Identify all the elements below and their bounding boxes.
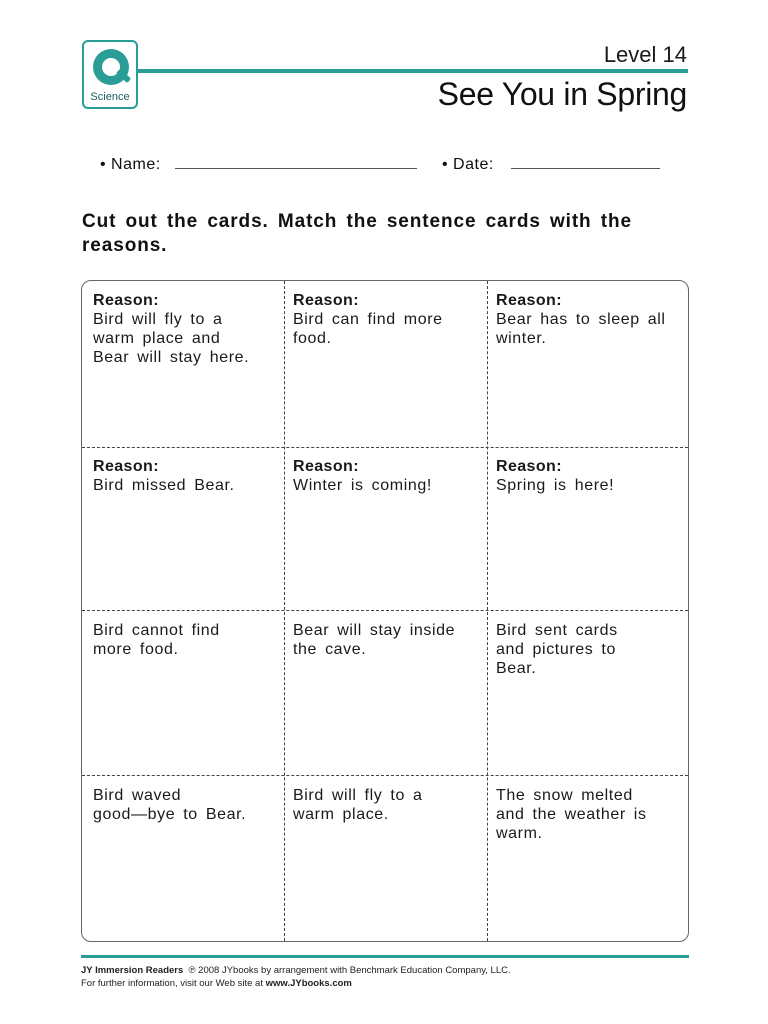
page-title: See You in Spring <box>437 76 687 112</box>
header-rule <box>138 69 688 73</box>
name-field[interactable] <box>175 168 417 169</box>
cut-line-vertical <box>487 281 488 941</box>
reason-card[interactable]: Reason: Bird can find more food. <box>293 292 443 347</box>
footer-info: For further information, visit our Web site at <box>81 978 266 989</box>
sentence-card[interactable]: The snow melted and the weather is warm. <box>496 787 647 842</box>
footer-rule <box>81 955 689 958</box>
date-field[interactable] <box>511 168 660 169</box>
footer-brand: JY Immersion Readers <box>81 965 184 976</box>
instructions: Cut out the cards. Match the sentence cards with the reasons. <box>82 211 632 256</box>
date-label: • Date: <box>442 156 494 173</box>
sentence-card[interactable]: Bird will fly to a warm place. <box>293 787 423 823</box>
level-label: Level 14 <box>603 42 687 67</box>
sentence-card[interactable]: Bird sent cards and pictures to Bear. <box>496 622 618 677</box>
cut-line-horizontal <box>82 447 688 448</box>
cut-line-vertical <box>284 281 285 941</box>
card-grid <box>81 280 689 942</box>
footer <box>81 964 511 990</box>
footer-copyright: ℗ 2008 JYbooks by arrangement with Benchmark Education Company, LLC. <box>188 965 511 976</box>
magnifier-q-icon <box>93 49 129 85</box>
reason-card[interactable]: Reason: Spring is here! <box>496 458 615 494</box>
name-label: • Name: <box>100 156 161 173</box>
science-logo <box>82 40 138 109</box>
cut-line-horizontal <box>82 775 688 776</box>
reason-card[interactable]: Reason: Bear has to sleep all winter. <box>496 292 666 347</box>
cut-line-horizontal <box>82 610 688 611</box>
sentence-card[interactable]: Bear will stay inside the cave. <box>293 622 456 658</box>
sentence-card[interactable]: Bird cannot find more food. <box>93 622 220 658</box>
sentence-card[interactable]: Bird waved good—bye to Bear. <box>93 787 247 823</box>
footer-website-link[interactable]: www.JYbooks.com <box>265 978 352 989</box>
logo-label: Science <box>90 91 130 103</box>
reason-card[interactable]: Reason: Bird missed Bear. <box>93 458 235 494</box>
reason-card[interactable]: Reason: Bird will fly to a warm place and Bear will stay here. <box>93 292 250 366</box>
reason-card[interactable]: Reason: Winter is coming! <box>293 458 432 494</box>
